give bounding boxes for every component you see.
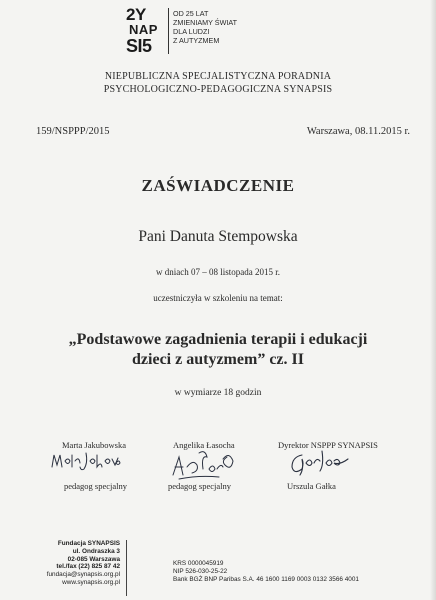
course-title-line-2: dzieci z autyzmem” cz. II	[132, 351, 304, 368]
nip-number: NIP 526-030-25-22	[173, 567, 228, 575]
foundation-city: 02-085 Warszawa	[67, 555, 120, 563]
signature-1-handwriting	[50, 449, 122, 475]
training-dates: w dniach 07 – 08 listopada 2015 r.	[156, 267, 280, 277]
course-title-line-1: „Podstawowe zagadnienia terapii i edukacji	[68, 331, 368, 348]
synapsis-logo	[126, 6, 168, 56]
training-hours: w wymiarze 18 godzin	[174, 388, 262, 398]
logo-line-3: SI5	[126, 36, 152, 56]
signatory-1-name: Marta Jakubowska	[62, 440, 126, 450]
foundation-email: fundacja@synapsis.org.pl	[46, 571, 120, 579]
signatory-3-title: Dyrektor NSPPP SYNAPSIS	[278, 440, 378, 450]
organization-name	[0, 70, 436, 96]
logo-line-2: NAP	[129, 22, 158, 37]
signatory-1-role: pedagog specjalny	[64, 481, 128, 491]
tagline-line: Z AUTYZMEM	[173, 36, 220, 45]
bank-account: Bank BGŻ BNP Paribas S.A. 46 1600 1169 0003 0132 3566 4001	[173, 575, 359, 583]
footer-divider	[126, 540, 127, 596]
foundation-name: Fundacja SYNAPSIS	[57, 540, 120, 547]
participation-text: uczestniczyła w szkoleniu na temat:	[153, 293, 283, 303]
recipient-name: Pani Danuta Stempowska	[138, 228, 298, 245]
organization-line-1: NIEPUBLICZNA SPECJALISTYCZNA PORADNIA	[104, 71, 332, 82]
director-name: Urszula Gałka	[287, 481, 336, 491]
signatory-2-role: pedagog specjalny	[168, 481, 232, 491]
organization-line-2: PSYCHOLOGICZNO-PEDAGOGICZNA SYNAPSIS	[103, 84, 333, 95]
signatory-2-name: Angelika Łasocha	[173, 440, 235, 450]
foundation-phone: tel./fax (22) 825 87 42	[56, 563, 120, 571]
logo-tagline	[173, 9, 237, 45]
logo-divider	[168, 8, 169, 54]
foundation-contact	[0, 540, 120, 587]
foundation-website: www.synapsis.org.pl	[62, 578, 120, 586]
tagline-line: DLA LUDZI	[173, 27, 210, 36]
foundation-street: ul. Ondraszka 3	[72, 547, 120, 555]
place-and-date: Warszawa, 08.11.2015 r.	[306, 126, 410, 137]
registration-details	[173, 560, 359, 583]
logo-line-1: 2Y	[126, 5, 146, 24]
signature-2-handwriting	[165, 447, 237, 481]
course-title	[0, 330, 436, 370]
document-title: ZAŚWIADCZENIE	[141, 176, 295, 195]
reference-number: 159/NSPPP/2015	[36, 126, 110, 137]
signature-3-handwriting	[288, 447, 358, 479]
tagline-line: OD 25 LAT	[173, 9, 209, 18]
tagline-line: ZMIENIAMY ŚWIAT	[173, 18, 238, 27]
krs-number: KRS 0000045919	[173, 560, 224, 567]
